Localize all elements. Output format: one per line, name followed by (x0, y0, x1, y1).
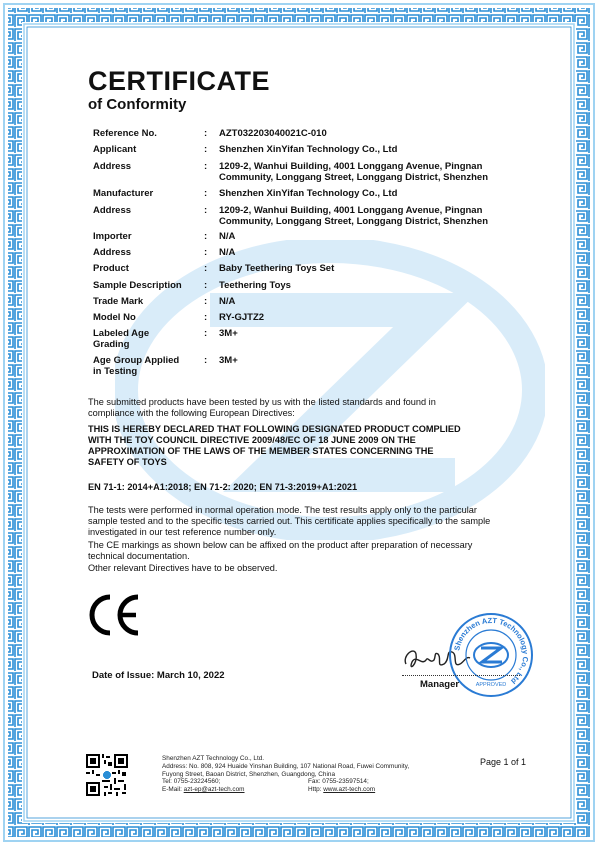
footer-address-line2: Fuyong Street, Baoan District, Shenzhen, Guangdong, China (162, 770, 336, 778)
field-label: Model No (93, 312, 136, 323)
tests-line3: investigated in our test reference number only. (88, 527, 277, 537)
field-label: Importer (93, 231, 132, 242)
tests-paragraph (88, 505, 528, 538)
footer-contact (162, 755, 482, 794)
field-colon: : (204, 128, 208, 139)
field-colon: : (204, 161, 208, 172)
field-value: N/A (219, 231, 236, 242)
field-value: 3M+ (219, 328, 238, 339)
field-label-line1: Age Group Applied (93, 355, 180, 366)
footer-http-link[interactable]: www.azt-tech.com (323, 786, 376, 794)
field-label-line1: Labeled Age (93, 328, 150, 339)
intro-line2: compliance with the following European Directives: (88, 408, 295, 418)
footer-fax: Fax: 0755-23597514; (308, 778, 369, 786)
field-value: RY-GJTZ2 (219, 312, 265, 323)
field-value: AZT032203040021C-010 (219, 128, 327, 139)
field-colon: : (204, 328, 208, 339)
field-label: Product (93, 263, 129, 274)
field-colon: : (204, 355, 208, 366)
footer-http-label: Http: (308, 786, 324, 794)
field-value: Baby Teethering Toys Set (219, 263, 335, 274)
field-value: N/A (219, 296, 236, 307)
field-label (93, 328, 203, 350)
declaration-line2: WITH THE TOY COUNCIL DIRECTIVE 2009/48/EC OF 18 JUNE 2009 ON THE (88, 435, 416, 445)
footer-address-line1: Address: No. 808, 924 Huaide Yinshan Building, 107 National Road, Fuwei Community, (162, 762, 410, 770)
qr-code-icon (86, 754, 128, 796)
certificate-title: CERTIFICATE (88, 66, 270, 96)
ce-line1: The CE markings as shown below can be affixed on the product after preparation of necessary (88, 540, 473, 550)
footer-tel: Tel: 0755-23224560; (162, 778, 221, 786)
tests-line1: The tests were performed in normal operation mode. The test results apply only to the particular (88, 505, 477, 515)
field-label: Address (93, 161, 132, 172)
stamp-ring-text: Shenzhen AZT Technology Co., Ltd (452, 615, 531, 686)
field-colon: : (204, 312, 208, 323)
other-directives: Other relevant Directives have to be observed. (88, 563, 278, 573)
tests-line2: sample tested and to the specific tests carried out. This certificate applies specifically to the sample (88, 516, 491, 526)
ce-mark-icon (88, 593, 142, 637)
field-value-line1: 1209-2, Wanhui Building, 4001 Longgang Avenue, Pingnan (219, 205, 483, 216)
intro-paragraph (88, 397, 528, 419)
field-value: Shenzhen XinYifan Technology Co., Ltd (219, 188, 398, 199)
declaration-paragraph (88, 424, 528, 468)
field-colon: : (204, 188, 208, 199)
footer-company: Shenzhen AZT Technology Co., Ltd. (162, 755, 265, 762)
standards-list: EN 71-1: 2014+A1:2018; EN 71-2: 2020; EN 71-3:2019+A1:2021 (88, 482, 358, 492)
field-value: Shenzhen XinYifan Technology Co., Ltd (219, 144, 398, 155)
field-value (219, 161, 519, 183)
field-colon: : (204, 263, 208, 274)
declaration-line3: APPROXIMATION OF THE LAWS OF THE MEMBER STATES CONCERNING THE (88, 446, 434, 456)
declaration-line4: SAFETY OF TOYS (88, 457, 167, 467)
field-label: Manufacturer (93, 188, 154, 199)
footer-email-link[interactable]: azt-ep@azt-tech.com (183, 786, 245, 794)
field-label: Trade Mark (93, 296, 144, 307)
ce-line2: technical documentation. (88, 551, 190, 561)
ce-paragraph (88, 540, 528, 562)
field-label: Address (93, 205, 132, 216)
signature-line (402, 675, 520, 676)
field-value-line2: Community, Longgang Street, Longgang District, Shenzhen (219, 216, 488, 227)
field-value-line2: Community, Longgang Street, Longgang District, Shenzhen (219, 172, 488, 183)
field-value: Teethering Toys (219, 280, 291, 291)
field-colon: : (204, 296, 208, 307)
footer-phone-row (162, 778, 482, 786)
footer-email-label: E-Mail: (162, 786, 184, 794)
field-colon: : (204, 144, 208, 155)
field-label: Sample Description (93, 280, 182, 291)
field-colon: : (204, 231, 208, 242)
field-value (219, 205, 519, 227)
field-colon: : (204, 247, 208, 258)
date-of-issue: Date of Issue: March 10, 2022 (92, 670, 225, 681)
field-value: 3M+ (219, 355, 238, 366)
field-label (93, 355, 203, 377)
company-seal-stamp (448, 612, 534, 698)
signer-title: Manager (420, 679, 460, 690)
intro-line1: The submitted products have been tested by us with the listed standards and found in (88, 397, 436, 407)
field-label-line2: in Testing (93, 366, 138, 377)
field-label: Reference No. (93, 128, 157, 139)
field-colon: : (204, 205, 208, 216)
footer-http (308, 786, 375, 794)
field-label: Applicant (93, 144, 137, 155)
page-number: Page 1 of 1 (480, 757, 527, 767)
certificate-subtitle: of Conformity (88, 96, 187, 113)
footer-web-row (162, 786, 482, 794)
field-colon: : (204, 280, 208, 291)
field-value-line1: 1209-2, Wanhui Building, 4001 Longgang Avenue, Pingnan (219, 161, 483, 172)
stamp-inner-text: APPROVED (475, 682, 507, 688)
field-value: N/A (219, 247, 236, 258)
declaration-line1: THIS IS HEREBY DECLARED THAT FOLLOWING DESIGNATED PRODUCT COMPLIED (88, 424, 461, 434)
field-label: Address (93, 247, 132, 258)
field-label-line2: Grading (93, 339, 130, 350)
